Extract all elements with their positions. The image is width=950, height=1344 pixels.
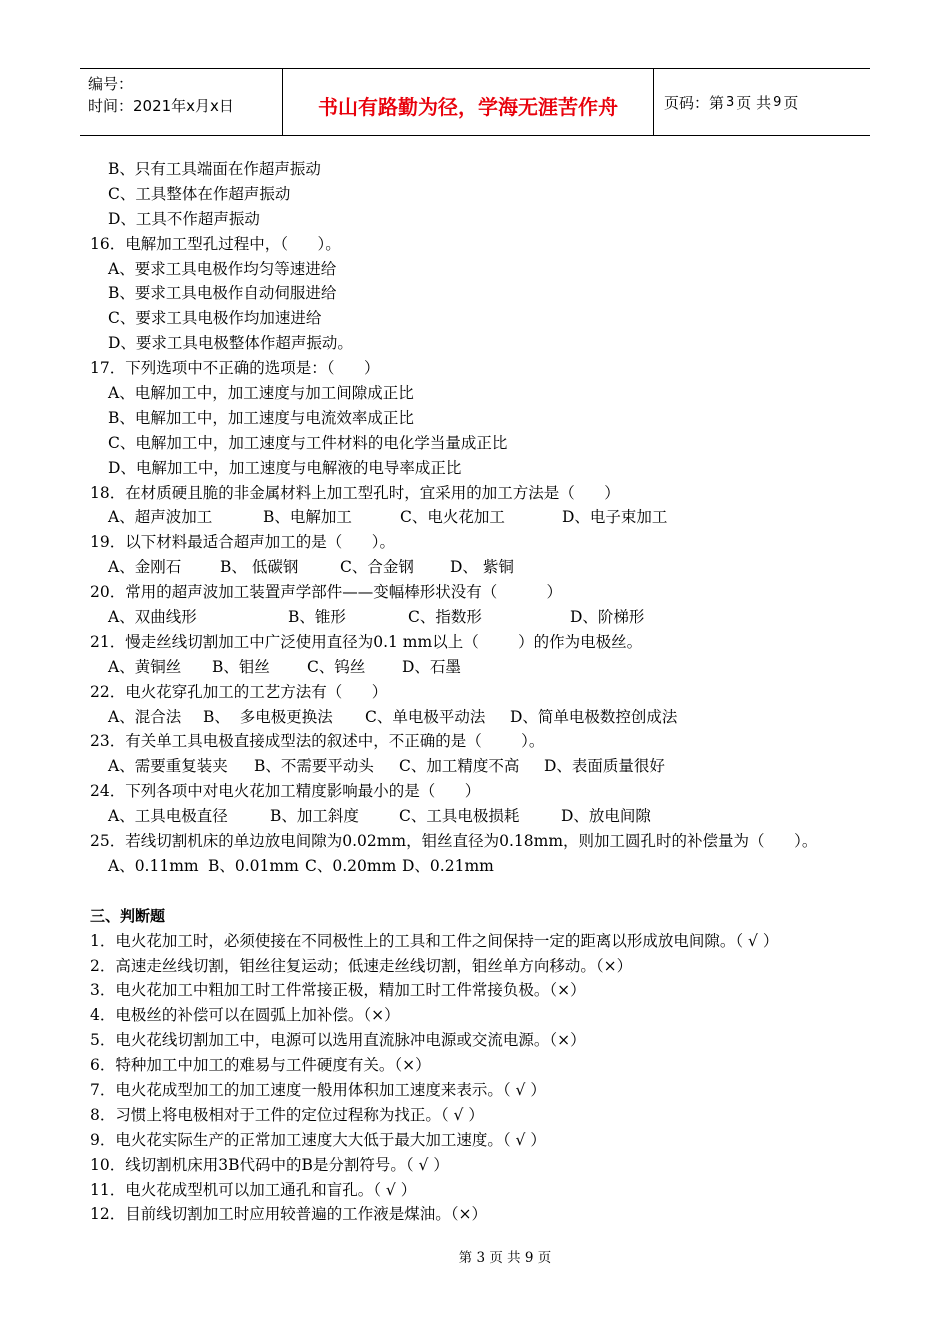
answer-options-row (90, 655, 870, 680)
page-header (80, 68, 870, 136)
question-stem: 24．下列各项中对电火花加工精度影响最小的是（ ） (90, 782, 481, 801)
answer-option: C、电解加工中，加工速度与工件材料的电化学当量成正比 (108, 433, 508, 452)
answer-option: B、电解加工中，加工速度与电流效率成正比 (108, 408, 414, 427)
answer-option: B、0.01mm (208, 856, 299, 875)
question-stem: 25．若线切割机床的单边放电间隙为0.02mm，钼丝直径为0.18mm，则加工圆孔时的补偿量为（ ）。 (90, 832, 818, 851)
answer-option: A、电解加工中，加工速度与加工间隙成正比 (108, 384, 414, 403)
answer-options-row (90, 804, 870, 829)
answer-option: C、0.20mm (305, 856, 397, 875)
answer-options-row (90, 605, 870, 630)
answer-option: D、0.21mm (402, 856, 494, 875)
answer-option: B、锥形 (288, 608, 346, 627)
answer-option: C、要求工具电极作均加速进给 (108, 309, 322, 328)
answer-options-row (90, 854, 870, 879)
header-page-info (654, 69, 870, 136)
answer-options-row (90, 555, 870, 580)
judgment-item: 12．目前线切割加工时应用较普遍的工作液是煤油。（×） (90, 1205, 487, 1224)
answer-option: D、工具不作超声振动 (108, 209, 260, 228)
answer-option: A、工具电极直径 (108, 807, 228, 826)
judgment-item: 11．电火花成型机可以加工通孔和盲孔。（ √ ） (90, 1180, 417, 1199)
answer-options-row (90, 754, 870, 779)
answer-option: A、双曲线形 (108, 608, 197, 627)
doc-date-label: 时间：2021年x月x日 (88, 97, 234, 115)
question-stem: 16．电解加工型孔过程中，（ ）。 (90, 234, 341, 253)
question-stem: 21．慢走丝线切割加工中广泛使用直径为0.1 mm以上（ ）的作为电极丝。 (90, 632, 643, 651)
answer-option: D、石墨 (402, 657, 461, 676)
page-total: 9 (773, 95, 782, 110)
judgment-item: 6．特种加工中加工的难易与工件硬度有关。（×） (90, 1056, 431, 1075)
answer-option: B、电解加工 (263, 508, 352, 527)
answer-option: D、 紫铜 (450, 558, 514, 577)
judgment-item: 8．习惯上将电极相对于工件的定位过程称为找正。（ √ ） (90, 1105, 484, 1124)
judgment-item: 10．线切割机床用3B代码中的B是分割符号。（ √ ） (90, 1155, 449, 1174)
answer-option: A、要求工具电极作均匀等速进给 (108, 259, 337, 278)
judgment-item: 9．电火花实际生产的正常加工速度大大低于最大加工速度。（ √ ） (90, 1130, 546, 1149)
answer-option: D、表面质量很好 (544, 757, 665, 776)
page-footer: 第 3 页 共 9 页 (458, 1250, 552, 1266)
doc-number-label: 编号： (88, 75, 134, 93)
question-stem: 22．电火花穿孔加工的工艺方法有（ ） (90, 682, 388, 701)
answer-option: C、合金钢 (340, 558, 414, 577)
answer-options-row (90, 505, 870, 530)
judgment-item: 5．电火花线切割加工中，电源可以选用直流脉冲电源或交流电源。（×） (90, 1031, 586, 1050)
section-title: 三、判断题 (90, 906, 166, 925)
question-stem: 19．以下材料最适合超声加工的是（ ）。 (90, 533, 396, 552)
document-body (90, 157, 870, 1227)
answer-option: A、0.11mm (108, 856, 199, 875)
answer-option: D、阶梯形 (570, 608, 645, 627)
section-spacer (90, 879, 870, 904)
judgment-item: 1．电火花加工时，必须使接在不同极性上的工具和工件之间保持一定的距离以形成放电间隙。（ √ ） (90, 931, 779, 950)
header-meta (80, 69, 282, 136)
judgment-item: 4．电极丝的补偿可以在圆弧上加补偿。（×） (90, 1006, 400, 1025)
judgment-item: 3．电火花加工中粗加工时工件常接正极，精加工时工件常接负极。（×） (90, 981, 586, 1000)
answer-option: C、单电极平动法 (365, 707, 486, 726)
page-end: 页 (783, 94, 799, 112)
answer-option: A、混合法 (108, 707, 182, 726)
answer-option: D、放电间隙 (561, 807, 651, 826)
answer-option: B、要求工具电极作自动伺服进给 (108, 284, 337, 303)
answer-option: B、 多电极更换法 (203, 707, 333, 726)
judgment-item: 7．电火花成型加工的加工速度一般用体积加工速度来表示。（ √ ） (90, 1080, 546, 1099)
answer-option: D、电子束加工 (562, 508, 668, 527)
answer-option: A、金刚石 (108, 558, 182, 577)
page-current: 3 (726, 95, 735, 110)
answer-option: C、电火花加工 (400, 508, 505, 527)
answer-option: C、加工精度不高 (399, 757, 520, 776)
answer-option: D、要求工具电极整体作超声振动。 (108, 334, 353, 353)
answer-option: C、指数形 (408, 608, 482, 627)
question-stem: 20．常用的超声波加工装置声学部件——变幅棒形状没有（ ） (90, 583, 562, 602)
page-label: 页码：第 (664, 94, 725, 112)
question-stem: 23．有关单工具电极直接成型法的叙述中，不正确的是（ ）。 (90, 732, 545, 751)
answer-option: D、电解加工中，加工速度与电解液的电导率成正比 (108, 458, 462, 477)
answer-option: B、钼丝 (212, 657, 270, 676)
answer-option: C、工具整体在作超声振动 (108, 184, 291, 203)
question-stem: 17．下列选项中不正确的选项是：（ ） (90, 359, 380, 378)
header-motto: 书山有路勤为径，学海无涯苦作舟 (282, 69, 654, 136)
answer-option: A、黄铜丝 (108, 657, 182, 676)
answer-option: C、钨丝 (307, 657, 366, 676)
answer-option: A、需要重复装夹 (108, 757, 228, 776)
answer-option: B、不需要平动头 (254, 757, 374, 776)
answer-option: B、加工斜度 (270, 807, 359, 826)
answer-options-row (90, 705, 870, 730)
page-mid: 页 共 (736, 94, 772, 112)
answer-option: D、简单电极数控创成法 (510, 707, 678, 726)
judgment-item: 2．高速走丝线切割，钼丝往复运动；低速走丝线切割，钼丝单方向移动。（×） (90, 956, 633, 975)
answer-option: A、超声波加工 (108, 508, 213, 527)
answer-option: B、 低碳钢 (220, 558, 299, 577)
question-stem: 18．在材质硬且脆的非金属材料上加工型孔时，宜采用的加工方法是（ ） (90, 483, 620, 502)
answer-option: B、只有工具端面在作超声振动 (108, 160, 321, 178)
answer-option: C、工具电极损耗 (399, 807, 520, 826)
